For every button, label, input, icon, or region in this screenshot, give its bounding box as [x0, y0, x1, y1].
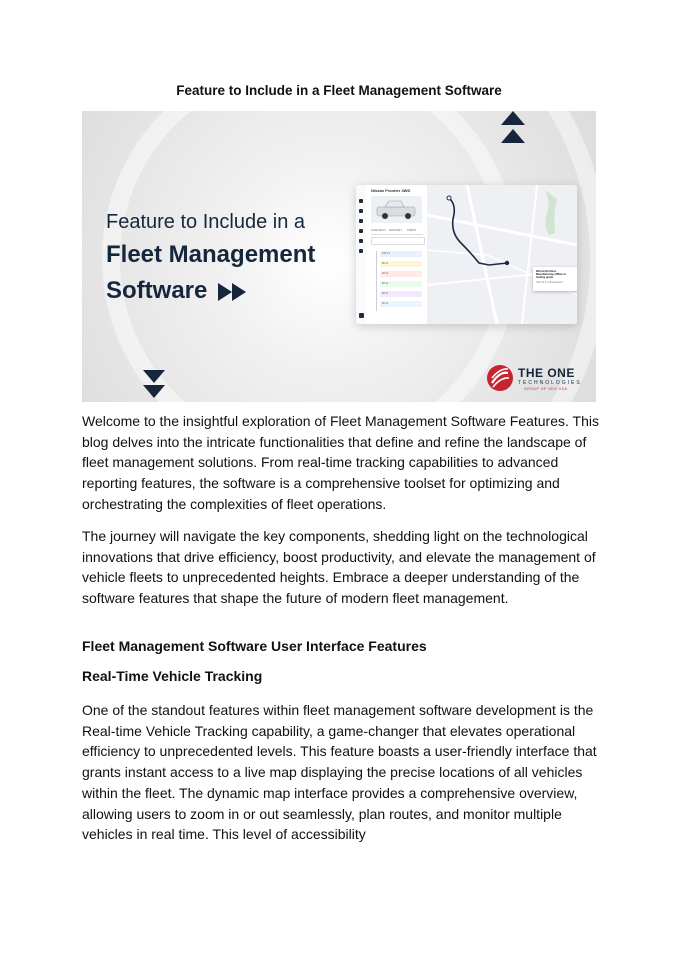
rail-icon — [359, 249, 363, 253]
journey-paragraph: The journey will navigate the key components, shedding light on the technological innovations that drive efficiency, boost productivity, and elevate the management of vehicle fleets to unprecedented heights. Embrace a deeper understanding of the software features that shape the future of modern fleet management. — [82, 528, 596, 607]
document-title: Feature to Include in a Fleet Management Software — [176, 83, 502, 98]
vehicle-panel — [366, 185, 428, 324]
trip-row[interactable] — [380, 301, 422, 307]
rail-icon — [359, 199, 363, 203]
subsection-heading: Real-Time Vehicle Tracking — [82, 668, 263, 684]
map-view[interactable] — [427, 185, 577, 324]
timeline-line — [376, 251, 377, 311]
app-screenshot — [356, 185, 577, 324]
popup-title: Warren Brothers Manufacturing Offline at loading grade — [536, 270, 566, 280]
rail-icon — [359, 313, 364, 318]
company-logo — [487, 363, 587, 393]
trip-row[interactable] — [380, 251, 422, 257]
triangle-up-icon — [501, 111, 525, 125]
vehicle-name: Nissan Frontier 4WD — [371, 188, 411, 193]
trip-row-label: 80 mi — [382, 262, 389, 265]
tab-live-info[interactable]: LIVE INFO — [371, 228, 386, 232]
logo-subtitle: TECHNOLOGIES — [518, 380, 582, 386]
map-roads — [427, 185, 577, 324]
trip-row-label: 40 mi — [382, 272, 389, 275]
trip-row[interactable] — [380, 261, 422, 267]
logo-swirl-icon — [487, 365, 513, 391]
trip-row[interactable] — [380, 281, 422, 287]
trip-row-label: 60 mi — [382, 282, 389, 285]
trip-row-label: 120 mi — [382, 252, 390, 255]
rail-icon — [359, 219, 363, 223]
triangle-down-icon — [143, 385, 165, 398]
tracking-paragraph: One of the standout features within fleet management software development is the Real-time Vehicle Tracking capability, a game-changer that elevates operational efficiency to unprecedented levels. This feature boasts a user-friendly interface that grants instant access to a live map displaying the precise locations of all vehicles within the fleet. The dynamic map interface provides a comprehensive overview, allowing users to zoom in or out seamlessly, plan routes, and monitor multiple vehicles in real time. This level of accessibility — [82, 702, 597, 843]
banner-line-1: Feature to Include in a — [106, 211, 306, 233]
popup-subtitle: Site 10 & 4 Streetwood — [536, 281, 563, 284]
play-arrow-icon — [232, 283, 246, 301]
logo-name: THE ONE — [518, 366, 575, 380]
panel-divider — [371, 234, 423, 235]
trip-row[interactable] — [380, 271, 422, 277]
truck-image — [371, 196, 422, 223]
banner-line-3: Software — [106, 277, 208, 304]
play-arrow-icon — [218, 283, 232, 301]
map-popup — [533, 267, 577, 291]
section-heading: Fleet Management Software User Interface Features — [82, 638, 427, 654]
trip-row-label: 30 mi — [382, 292, 389, 295]
banner-line-2: Fleet Management — [106, 241, 316, 268]
intro-paragraph: Welcome to the insightful exploration of Fleet Management Software Features. This blog delves into the intricate functionalities that define and refine the landscape of fleet management solutions. From real-time tracking capabilities to advanced reporting features, the software is a comprehensive toolset for optimizing and orchestrating the complexities of fleet operations. — [82, 413, 599, 512]
rail-icon — [359, 229, 363, 233]
trip-row-label: 20 mi — [382, 302, 389, 305]
triangle-up-icon — [501, 129, 525, 143]
triangle-down-icon — [143, 370, 165, 383]
logo-tagline: GROUP OF ODS USA — [524, 387, 568, 391]
hero-banner — [82, 111, 596, 402]
rail-icon — [359, 239, 363, 243]
trip-row[interactable] — [380, 291, 422, 297]
tab-history[interactable]: HISTORY — [389, 228, 403, 232]
rail-icon — [359, 209, 363, 213]
panel-select[interactable] — [371, 237, 425, 245]
tab-trips[interactable]: TRIPS — [407, 228, 416, 232]
